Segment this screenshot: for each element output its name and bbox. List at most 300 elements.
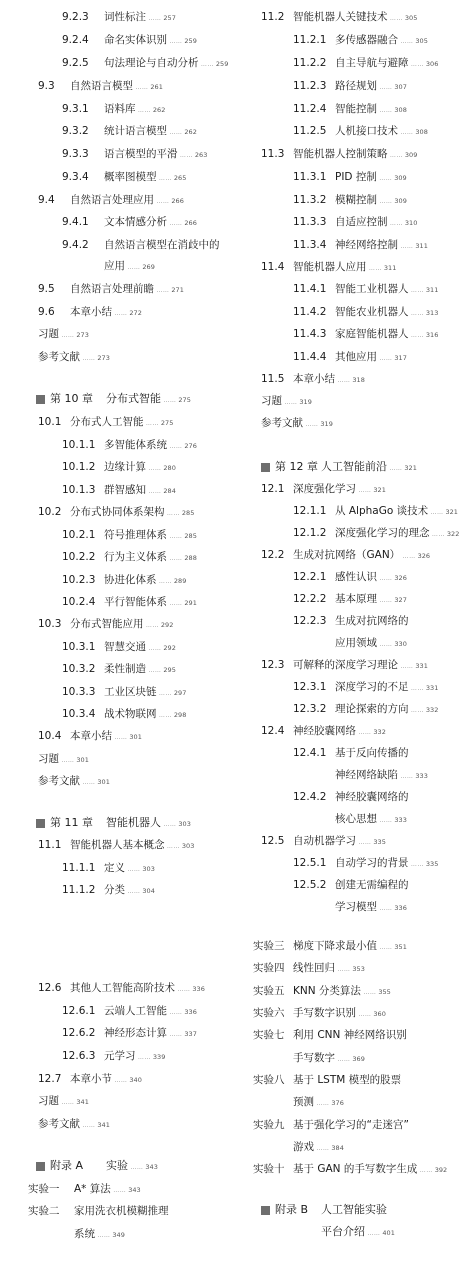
toc-leader-dots: …… [400, 553, 416, 560]
toc-page-number: 309 [394, 174, 407, 182]
toc-page-number: 301 [76, 756, 89, 764]
toc-entry-title: 平台介绍 [321, 1225, 365, 1238]
toc-entry-title: 梯度下降求最小值 [293, 940, 377, 952]
toc-entry [245, 1116, 473, 1134]
toc-leader-dots: …… [125, 264, 141, 271]
toc-page-number: 343 [128, 1186, 141, 1194]
toc-entry-number: 实验三 [253, 940, 285, 952]
toc-entry [0, 77, 228, 95]
toc-page-number: 369 [352, 1055, 365, 1063]
toc-leader-dots: …… [335, 1056, 351, 1063]
toc-leader-dots: …… [112, 1077, 128, 1084]
toc-entry-number: 10.2.3 [62, 574, 96, 586]
toc-page-number: 355 [378, 988, 391, 996]
toc-entry-title: 柔性制造 [104, 663, 146, 675]
toc-entry-number: 11.5 [261, 373, 285, 385]
toc-entry-title: 多智能体系统 [104, 439, 167, 451]
toc-entry-title: 家庭智能机器人 [335, 328, 409, 340]
toc-leader-dots: …… [161, 821, 177, 828]
toc-entry-title: 可解释的深度学习理论 [293, 659, 398, 671]
toc-entry-title: 核心思想 [335, 813, 377, 825]
toc-page-number: 292 [160, 621, 174, 629]
chapter-marker-icon [36, 395, 45, 404]
toc-leader-dots: …… [398, 243, 414, 250]
toc-leader-dots: …… [167, 38, 183, 45]
toc-leader-dots: …… [398, 38, 414, 45]
toc-entry [245, 568, 473, 586]
toc-page-number: 332 [373, 728, 386, 736]
toc-entry-title: 其他应用 [335, 351, 377, 363]
toc-page-number: 333 [415, 772, 428, 780]
toc-page-number: 284 [163, 487, 176, 495]
toc-entry [245, 280, 473, 298]
toc-page-number: 285 [184, 532, 197, 540]
toc-chapter-heading [0, 390, 228, 408]
toc-entry-number: 11.1.2 [62, 884, 96, 896]
toc-page-number: 305 [404, 14, 418, 22]
toc-entry-number: 11.4.3 [293, 328, 327, 340]
toc-entry-title: 智慧交通 [104, 641, 146, 653]
toc-entry-title: 手写数字识别 [293, 1007, 356, 1019]
toc-entry-title: 路径规划 [335, 80, 377, 92]
toc-page-number: 339 [152, 1053, 166, 1061]
toc-entry-title: 智能控制 [335, 103, 377, 115]
toc-page-number: 265 [173, 174, 187, 182]
toc-entry-number: 实验九 [253, 1119, 285, 1131]
toc-leader-dots: …… [377, 597, 393, 604]
toc-page-number: 259 [184, 37, 197, 45]
toc-leader-dots: …… [398, 129, 414, 136]
toc-entry [245, 722, 473, 740]
toc-entry-title: 习题 [38, 328, 59, 340]
toc-page-number: 289 [173, 577, 187, 585]
toc-leader-dots: …… [156, 690, 172, 697]
toc-entry-title: 参考文献 [38, 1118, 80, 1130]
toc-entry-number: 9.4 [38, 194, 55, 206]
toc-entry-number: 9.3.3 [62, 148, 89, 160]
toc-entry-title: 多传感器融合 [335, 34, 398, 46]
toc-leader-dots: …… [387, 465, 403, 472]
toc-entry-title: 生成对抗网络（GAN） [293, 549, 401, 561]
toc-entry-number: 11.2.2 [293, 57, 327, 69]
toc-entry-number: 12.5.2 [293, 879, 327, 891]
toc-entry-title: 习题 [261, 395, 282, 407]
toc-page-number: 266 [184, 219, 197, 227]
toc-page-number: 308 [394, 106, 407, 114]
toc-leader-dots: …… [198, 61, 214, 68]
toc-entry-title: 文本情感分析 [104, 216, 167, 228]
toc-leader-dots: …… [429, 531, 445, 538]
toc-entry [0, 436, 228, 454]
toc-entry-title: 本章小结 [293, 373, 335, 385]
toc-page-number: 353 [352, 965, 365, 973]
toc-entry-number: 12.6.3 [62, 1050, 96, 1062]
toc-page-number: 336 [394, 904, 407, 912]
toc-page-number: 262 [152, 106, 166, 114]
toc-leader-dots: …… [59, 1099, 75, 1106]
toc-page-number: 303 [178, 820, 191, 828]
toc-entry-title: 习题 [38, 1095, 59, 1107]
toc-entry-number: 9.3 [38, 80, 55, 92]
toc-page-number: 271 [171, 286, 184, 294]
toc-page-number: 349 [112, 1231, 125, 1239]
toc-entry-title: 群智感知 [104, 484, 146, 496]
toc-entry-number: 11.2.1 [293, 34, 327, 46]
toc-leader-dots: …… [408, 707, 424, 714]
toc-leader-dots: …… [356, 839, 372, 846]
toc-entry-title: 边缘计算 [104, 461, 146, 473]
toc-entry [0, 503, 228, 521]
toc-entry-title: 生成对抗网络的 [335, 615, 409, 627]
toc-entry-number: 12.6.1 [62, 1005, 96, 1017]
toc-entry-number: 9.3.4 [62, 171, 89, 183]
toc-leader-dots: …… [377, 84, 393, 91]
toc-entry [245, 1071, 473, 1089]
toc-leader-dots: …… [156, 712, 172, 719]
toc-entry [0, 458, 228, 476]
toc-leader-dots: …… [146, 488, 162, 495]
toc-page-number: 285 [181, 509, 195, 517]
toc-page-number: 332 [425, 706, 439, 714]
toc-entry [245, 31, 473, 49]
toc-page-number: 316 [425, 331, 439, 339]
toc-leader-dots: …… [398, 663, 414, 670]
toc-page-number: 331 [415, 662, 428, 670]
toc-entry-number: 10.3 [38, 618, 62, 630]
toc-page-number: 326 [417, 552, 431, 560]
toc-leader-dots: …… [167, 533, 183, 540]
toc-entry-title: 神经网络控制 [335, 239, 398, 251]
toc-page-number: 321 [445, 508, 458, 516]
toc-entry-title: 统计语言模型 [104, 125, 167, 137]
toc-entry [245, 213, 473, 231]
toc-entry-title: 智能机器人应用 [293, 261, 367, 273]
toc-entry-number: 11.2 [261, 11, 285, 23]
toc-entry-number: 11.3 [261, 148, 285, 160]
toc-entry-number: 12.4 [261, 725, 285, 737]
toc-chapter-heading [245, 1201, 473, 1219]
toc-entry-title: 分类 [104, 884, 125, 896]
toc-leader-dots: …… [167, 555, 183, 562]
toc-entry-number: 实验六 [253, 1007, 285, 1019]
toc-entry [0, 481, 228, 499]
toc-entry [245, 959, 473, 977]
toc-page-number: 304 [142, 887, 155, 895]
toc-page-number: 301 [129, 733, 142, 741]
toc-entry [245, 678, 473, 696]
toc-leader-dots: …… [335, 966, 351, 973]
toc-leader-dots: …… [135, 107, 151, 114]
toc-leader-dots: …… [177, 152, 193, 159]
toc-entry [245, 258, 473, 276]
toc-entry-title: 游戏 [293, 1141, 314, 1153]
toc-entry-title: 本章小结 [70, 730, 112, 742]
toc-entry-title: 语言模型的平滑 [104, 148, 178, 160]
toc-page-number: 341 [97, 1121, 110, 1129]
toc-entry-number: 9.2.5 [62, 57, 89, 69]
toc-entry-number: 9.4.2 [62, 239, 89, 251]
toc-entry-title: 深度强化学习的理念 [335, 527, 430, 539]
toc-leader-dots: …… [377, 575, 393, 582]
toc-page-number: 288 [184, 554, 197, 562]
toc-entry-title: 概率图模型 [104, 171, 157, 183]
toc-entry-number: 11.3.2 [293, 194, 327, 206]
toc-entry [245, 325, 473, 343]
toc-entry [245, 414, 473, 432]
toc-entry-title: 平行智能体系 [104, 596, 167, 608]
toc-entry [0, 168, 228, 186]
toc-entry [245, 744, 473, 762]
toc-entry-title: 语料库 [104, 103, 136, 115]
toc-entry [0, 1115, 228, 1133]
toc-entry [0, 1225, 228, 1243]
toc-page-number: 301 [97, 778, 110, 786]
toc-page-number: 327 [394, 596, 407, 604]
toc-entry-number: 9.5 [38, 283, 55, 295]
toc-leader-dots: …… [154, 287, 170, 294]
toc-leader-dots: …… [377, 198, 393, 205]
toc-leader-dots: …… [335, 377, 351, 384]
toc-entry-title: 模糊控制 [335, 194, 377, 206]
toc-leader-dots: …… [167, 129, 183, 136]
toc-page-number: 326 [394, 574, 407, 582]
toc-entry-number: 11.1.1 [62, 862, 96, 874]
toc-entry [0, 280, 228, 298]
toc-entry-number: 第 11 章 [50, 816, 93, 829]
toc-leader-dots: …… [376, 175, 393, 182]
toc-entry [245, 656, 473, 674]
toc-leader-dots: …… [164, 843, 180, 850]
toc-entry [0, 348, 228, 366]
toc-entry [0, 593, 228, 611]
toc-entry-title: 自然语言模型在消歧中的 [104, 239, 220, 251]
toc-entry-number: 附录 B [275, 1203, 309, 1216]
toc-entry [0, 727, 228, 745]
toc-entry [245, 766, 473, 784]
toc-entry [245, 898, 473, 916]
toc-page-number: 259 [215, 60, 229, 68]
toc-entry [245, 1026, 473, 1044]
toc-entry-number: 11.2.5 [293, 125, 327, 137]
toc-leader-dots: …… [366, 265, 382, 272]
toc-entry [245, 1004, 473, 1022]
toc-page-number: 261 [150, 83, 163, 91]
toc-entry-title: 其他人工智能高阶技术 [70, 982, 175, 994]
toc-entry [245, 982, 473, 1000]
toc-entry [0, 122, 228, 140]
toc-leader-dots: …… [398, 773, 414, 780]
toc-entry-number: 10.4 [38, 730, 62, 742]
toc-entry-number: 12.5 [261, 835, 285, 847]
toc-leader-dots: …… [314, 1100, 330, 1107]
toc-page-number: 297 [173, 689, 187, 697]
toc-page-number: 343 [145, 1163, 158, 1171]
toc-entry-number: 11.2.4 [293, 103, 327, 115]
toc-entry-number: 10.1.1 [62, 439, 96, 451]
toc-entry [0, 54, 228, 72]
toc-entry-number: 12.1.1 [293, 505, 327, 517]
toc-entry-title: 分布式协同体系架构 [70, 506, 165, 518]
toc-leader-dots: …… [387, 15, 403, 22]
toc-leader-dots: …… [167, 1031, 183, 1038]
toc-entry-title: 应用领域 [335, 637, 377, 649]
toc-entry [0, 1070, 228, 1088]
toc-page-number: 310 [404, 219, 418, 227]
toc-page-number: 303 [142, 865, 155, 873]
toc-entry-title: 基本原理 [335, 593, 377, 605]
toc-leader-dots: …… [314, 1145, 330, 1152]
toc-entry-number: 12.2.2 [293, 593, 327, 605]
toc-entry-title: 人机接口技术 [335, 125, 398, 137]
toc-entry-number: 12.7 [38, 1073, 62, 1085]
toc-entry-title: 元学习 [104, 1050, 136, 1062]
toc-page-number: 321 [404, 464, 417, 472]
toc-entry-title: 基于反向传播的 [335, 747, 409, 759]
toc-entry-title: 神经胶囊网络 [293, 725, 356, 737]
toc-entry [245, 100, 473, 118]
toc-entry-title: 深度学习的不足 [335, 681, 409, 693]
toc-entry-title: 预测 [293, 1096, 314, 1108]
toc-entry [0, 303, 228, 321]
toc-page-number: 280 [163, 464, 176, 472]
toc-entry [245, 1093, 473, 1111]
toc-leader-dots: …… [128, 1164, 144, 1171]
toc-entry [245, 502, 473, 520]
toc-entry-title: 参考文献 [38, 351, 80, 363]
toc-leader-dots: …… [143, 622, 159, 629]
toc-leader-dots: …… [167, 220, 183, 227]
toc-entry-title: 词性标注 [104, 11, 146, 23]
toc-leader-dots: …… [356, 487, 372, 494]
toc-entry-number: 实验十 [253, 1163, 285, 1175]
toc-entry-title: KNN 分类算法 [293, 985, 361, 997]
toc-entry-number: 第 10 章 [50, 392, 93, 405]
toc-leader-dots: …… [143, 420, 159, 427]
toc-entry-title: 自主导航与避障 [335, 57, 409, 69]
toc-entry [0, 1202, 228, 1220]
toc-page-number: 263 [194, 151, 208, 159]
toc-entry-title: 感性认识 [335, 571, 377, 583]
toc-leader-dots: …… [110, 1187, 127, 1194]
toc-entry [245, 370, 473, 388]
toc-entry-title: 分布式智能应用 [70, 618, 144, 630]
toc-page-number: 333 [394, 816, 407, 824]
toc-chapter-heading [245, 1223, 473, 1241]
toc-leader-dots: …… [112, 310, 128, 317]
toc-entry-title: 本章小结 [70, 306, 112, 318]
toc-page-number: 276 [184, 442, 197, 450]
toc-entry [245, 480, 473, 498]
toc-entry-number: 实验七 [253, 1029, 285, 1041]
toc-entry [245, 937, 473, 955]
toc-page-number: 311 [415, 242, 428, 250]
toc-page-number: 340 [129, 1076, 142, 1084]
toc-entry-number: 9.6 [38, 306, 55, 318]
toc-entry-title: 智能机器人关键技术 [293, 11, 388, 23]
toc-leader-dots: …… [80, 779, 96, 786]
toc-page-number: 275 [178, 396, 191, 404]
toc-leader-dots: …… [360, 989, 377, 996]
toc-entry-title: 句法理论与自动分析 [104, 57, 199, 69]
toc-leader-dots: …… [282, 399, 298, 406]
toc-entry [0, 8, 228, 26]
chapter-marker-icon [261, 1206, 270, 1215]
toc-entry [0, 100, 228, 118]
toc-entry-title: 基于 LSTM 模型的股票 [293, 1074, 402, 1086]
toc-leader-dots: …… [146, 15, 162, 22]
toc-page-number: 269 [142, 263, 155, 271]
toc-entry [245, 348, 473, 366]
toc-entry [245, 546, 473, 564]
toc-page-number: 319 [299, 398, 312, 406]
toc-entry-number: 12.5.1 [293, 857, 327, 869]
toc-entry [0, 881, 228, 899]
toc-entry-number: 9.3.2 [62, 125, 89, 137]
toc-entry-title: 线性回归 [293, 962, 335, 974]
toc-page-number: 291 [184, 599, 197, 607]
toc-entry-title: 分布式人工智能 [70, 416, 144, 428]
toc-entry-number: 11.3.3 [293, 216, 327, 228]
toc-entry [245, 832, 473, 850]
toc-entry-title: 利用 CNN 神经网络识别 [293, 1029, 407, 1041]
toc-leader-dots: …… [156, 175, 172, 182]
chapter-marker-icon [36, 1162, 45, 1171]
toc-leader-dots: …… [125, 888, 141, 895]
toc-entry [0, 413, 228, 431]
toc-entry-title: 人工智能前沿 [321, 460, 387, 473]
toc-entry [0, 571, 228, 589]
toc-page-number: 257 [163, 14, 176, 22]
toc-entry-title: 手写数字 [293, 1052, 335, 1064]
toc-entry [0, 236, 228, 254]
toc-entry [0, 750, 228, 768]
toc-entry [0, 772, 228, 790]
toc-entry [245, 191, 473, 209]
toc-leader-dots: …… [417, 1167, 433, 1174]
toc-entry-number: 12.1.2 [293, 527, 327, 539]
toc-entry [0, 705, 228, 723]
toc-entry [0, 660, 228, 678]
toc-entry-number: 实验二 [28, 1205, 60, 1217]
toc-entry-title: 自然语言模型 [70, 80, 133, 92]
toc-entry-number: 11.4 [261, 261, 285, 273]
toc-page-number: 262 [184, 128, 197, 136]
toc-entry-title: 智能机器人 [106, 816, 161, 829]
toc-entry [0, 213, 228, 231]
toc-chapter-heading [0, 814, 228, 832]
toc-entry [245, 788, 473, 806]
toc-leader-dots: …… [377, 905, 393, 912]
toc-entry [0, 191, 228, 209]
toc-entry-number: 9.3.1 [62, 103, 89, 115]
toc-entry [0, 31, 228, 49]
toc-entry-title: 创建无需编程的 [335, 879, 409, 891]
toc-page-number: 303 [181, 842, 195, 850]
toc-entry-number: 11.3.1 [293, 171, 327, 183]
toc-leader-dots: …… [377, 107, 393, 114]
toc-entry-number: 12.4.1 [293, 747, 327, 759]
toc-leader-dots: …… [428, 509, 444, 516]
toc-entry [0, 836, 228, 854]
toc-entry-title: 学习模型 [335, 901, 377, 913]
toc-entry [245, 524, 473, 542]
toc-page-number: 336 [192, 985, 205, 993]
toc-chapter-heading [245, 458, 473, 476]
toc-entry-number: 12.1 [261, 483, 285, 495]
toc-page-number: 307 [394, 83, 407, 91]
toc-entry-number: 9.2.4 [62, 34, 89, 46]
toc-leader-dots: …… [356, 729, 372, 736]
